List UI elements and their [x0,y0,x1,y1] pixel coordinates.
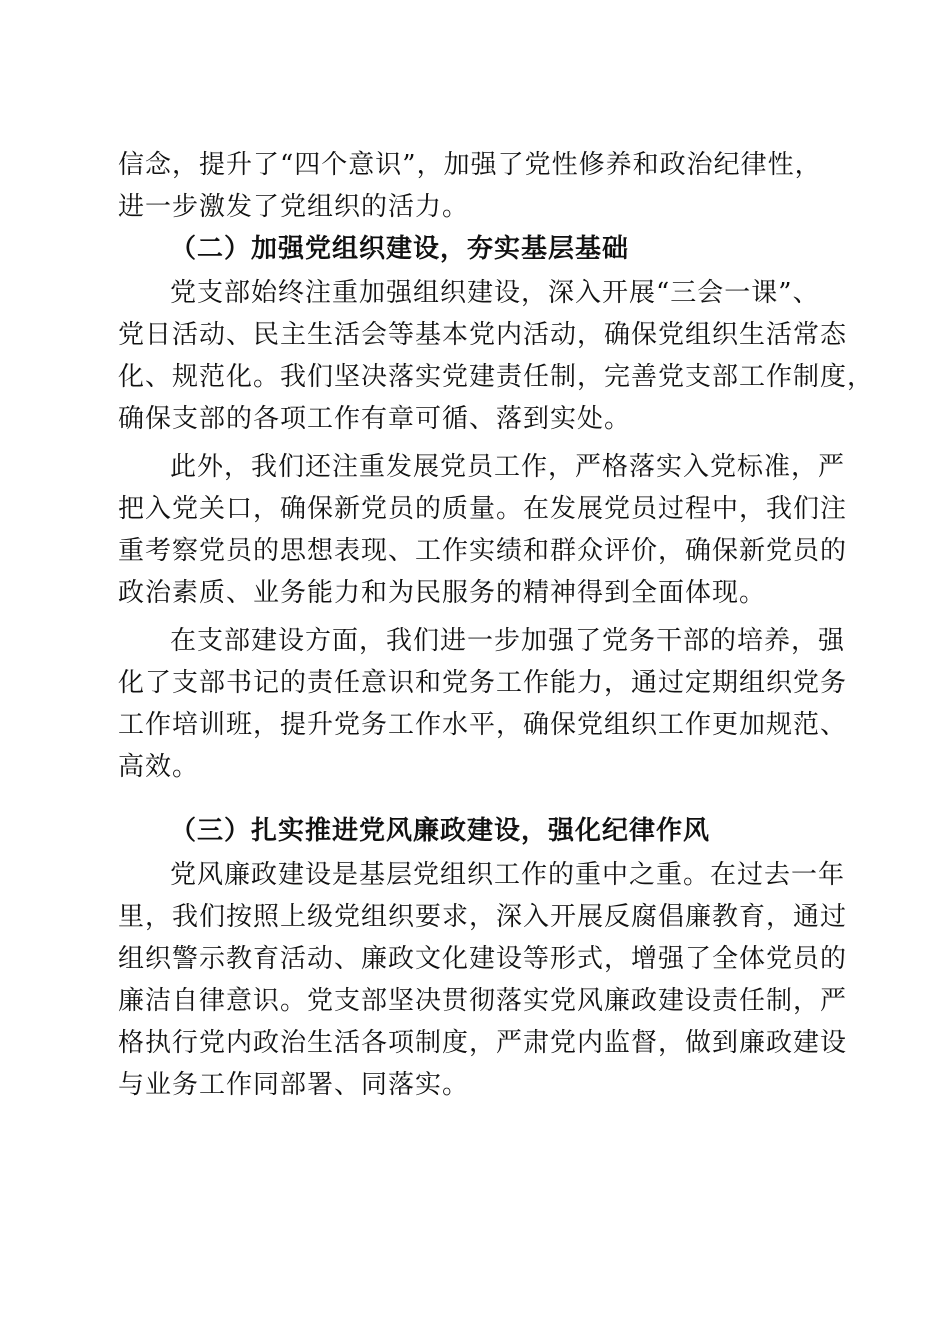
heading-text: （二）加强党组织建设，夯实基层基础 [170,234,630,264]
text-line: 高效。 [118,752,200,782]
text-line: 里，我们按照上级党组织要求，深入开展反腐倡廉教育，通过 [118,902,848,932]
text-line: 党风廉政建设是基层党组织工作的重中之重。在过去一年 [170,860,846,890]
paragraph-integrity [118,854,848,1106]
text-line: 进一步激发了党组织的活力。 [118,192,470,222]
paragraph-member-development [118,446,848,614]
section-heading-3 [170,810,882,852]
text-line: 廉洁自律意识。党支部坚决贯彻落实党风廉政建设责任制，严 [118,986,848,1016]
paragraph-branch-building [118,620,848,788]
text-line: 化了支部书记的责任意识和党务工作能力，通过定期组织党务 [118,668,848,698]
text-line: 党日活动、民主生活会等基本党内活动，确保党组织生活常态 [118,320,848,350]
text-line: 与业务工作同部署、同落实。 [118,1070,470,1100]
text-line: 工作培训班，提升党务工作水平，确保党组织工作更加规范、 [118,710,848,740]
text-line: 确保支部的各项工作有章可循、落到实处。 [118,404,632,434]
text-line: 此外，我们还注重发展党员工作，严格落实入党标准，严 [170,452,846,482]
heading-text: （三）扎实推进党风廉政建设，强化纪律作风 [170,816,711,846]
text-line: 重考察党员的思想表现、工作实绩和群众评价，确保新党员的 [118,536,848,566]
text-line: 在支部建设方面，我们进一步加强了党务干部的培养，强 [170,626,846,656]
text-line: 格执行党内政治生活各项制度，严肃党内监督，做到廉政建设 [118,1028,848,1058]
paragraph-continuation [118,144,830,228]
text-line: 组织警示教育活动、廉政文化建设等形式，增强了全体党员的 [118,944,848,974]
text-line: 把入党关口，确保新党员的质量。在发展党员过程中，我们注 [118,494,848,524]
paragraph-organization [118,272,875,440]
section-heading-2 [170,228,882,270]
text-line: 信念，提升了“四个意识”，加强了党性修养和政治纪律性， [118,150,822,180]
text-line: 政治素质、业务能力和为民服务的精神得到全面体现。 [118,578,767,608]
text-line: 党支部始终注重加强组织建设，深入开展“三会一课”、 [170,278,820,308]
text-line: 化、规范化。我们坚决落实党建责任制，完善党支部工作制度， [118,362,875,392]
